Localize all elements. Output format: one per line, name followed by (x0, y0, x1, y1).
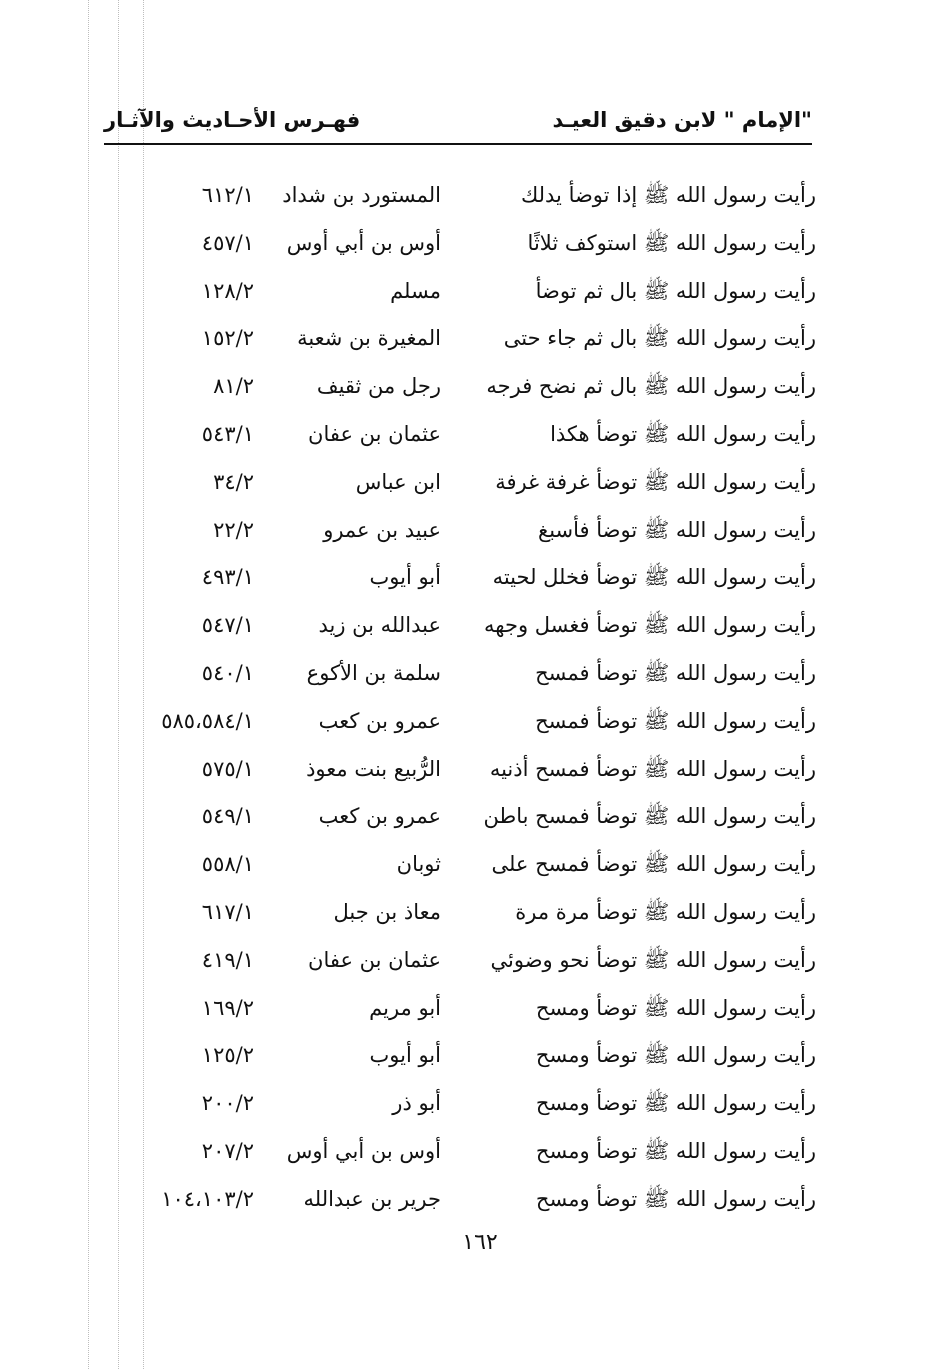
hadith-text: رأيت رسول الله ﷺ توضأ ومسح (535, 1138, 816, 1163)
scan-margin-line (88, 0, 89, 1369)
narrator: معاذ بن جبل (333, 899, 441, 924)
volume-page-ref: ٤٥٧/١ (201, 230, 254, 255)
narrator: عبدالله بن زيد (318, 613, 441, 638)
index-row (104, 411, 816, 459)
index-row (104, 220, 816, 268)
hadith-text: رأيت رسول الله ﷺ توضأ نحو وضوئي (490, 947, 816, 972)
section-title: فهـرس الأحـاديث والآثـار (104, 108, 361, 132)
volume-page-ref: ٥٥٨/١ (201, 852, 254, 877)
narrator: مسلم (390, 278, 441, 303)
volume-page-ref: ٤١٩/١ (201, 947, 254, 972)
volume-page-ref: ٨١/٢ (213, 374, 254, 399)
volume-page-ref: ٥٤٩/١ (201, 804, 254, 829)
volume-page-ref: ٤٩٣/١ (201, 565, 254, 590)
hadith-text: رأيت رسول الله ﷺ إذا توضأ يدلك (520, 183, 816, 207)
narrator: عثمان بن عفان (308, 947, 441, 972)
hadith-text: رأيت رسول الله ﷺ توضأ ومسح (535, 1186, 816, 1211)
narrator: عبيد بن عمرو (323, 517, 441, 542)
volume-page-ref: ٥٤٧/١ (201, 613, 254, 638)
hadith-text: رأيت رسول الله ﷺ توضأ فمسح على (491, 852, 816, 877)
index-row (104, 554, 816, 602)
hadith-text: رأيت رسول الله ﷺ توضأ فخلل لحيته (492, 565, 816, 590)
index-row (104, 1128, 816, 1176)
narrator: أبو ذر (392, 1091, 441, 1116)
narrator: أبو أيوب (369, 565, 441, 590)
index-row (104, 698, 816, 746)
hadith-text: رأيت رسول الله ﷺ توضأ فمسح (535, 708, 816, 733)
hadith-text: رأيت رسول الله ﷺ توضأ فمسح باطن (483, 804, 816, 829)
volume-page-ref: ١٦٩/٢ (201, 995, 254, 1020)
narrator: المغيرة بن شعبة (297, 326, 441, 351)
volume-page-ref: ٢٢/٢ (213, 517, 254, 542)
hadith-text: رأيت رسول الله ﷺ توضأ غرفة غرفة (495, 469, 816, 494)
index-row (104, 985, 816, 1033)
book-title: "الإمام " لابن دقيق العيـد (552, 108, 812, 132)
narrator: أبو أيوب (369, 1043, 441, 1068)
volume-page-ref: ٢٠٧/٢ (201, 1138, 254, 1163)
volume-page-ref: ٦١٢/١ (201, 183, 254, 207)
narrator: جرير بن عبدالله (303, 1186, 441, 1211)
volume-page-ref: ٣٤/٢ (213, 469, 254, 494)
volume-page-ref: ١٢٥/٢ (201, 1043, 254, 1068)
index-row (104, 268, 816, 316)
index-row (104, 841, 816, 889)
volume-page-ref: ٥٧٥/١ (201, 756, 254, 781)
narrator: ثوبان (396, 852, 441, 877)
hadith-text: رأيت رسول الله ﷺ توضأ هكذا (550, 421, 816, 446)
hadith-text: رأيت رسول الله ﷺ توضأ فغسل وجهه (484, 613, 816, 638)
page-header (104, 104, 812, 144)
hadith-text: رأيت رسول الله ﷺ توضأ فمسح (535, 660, 816, 685)
index-row (104, 937, 816, 985)
hadith-index-list (104, 172, 816, 1224)
hadith-text: رأيت رسول الله ﷺ توضأ ومسح (535, 995, 816, 1020)
index-row (104, 746, 816, 794)
narrator: الرُّبيع بنت معوذ (306, 756, 441, 781)
index-row (104, 1080, 816, 1128)
narrator: عثمان بن عفان (308, 421, 441, 446)
header-divider (104, 143, 812, 145)
volume-page-ref: ٦١٧/١ (201, 899, 254, 924)
hadith-text: رأيت رسول الله ﷺ توضأ ومسح (535, 1043, 816, 1068)
hadith-text: رأيت رسول الله ﷺ توضأ فمسح أذنيه (489, 756, 816, 781)
hadith-text: رأيت رسول الله ﷺ توضأ ومسح (535, 1091, 816, 1116)
index-row (104, 172, 816, 220)
narrator: عمرو بن كعب (318, 708, 441, 733)
index-row (104, 889, 816, 937)
index-row (104, 793, 816, 841)
volume-page-ref: ٥٤٠/١ (201, 660, 254, 685)
narrator: أوس بن أبي أوس (286, 1138, 441, 1163)
hadith-text: رأيت رسول الله ﷺ بال ثم نضح فرجه (486, 374, 816, 399)
hadith-text: رأيت رسول الله ﷺ توضأ مرة مرة (515, 899, 816, 924)
index-row (104, 1032, 816, 1080)
page-number: ١٦٢ (462, 1230, 498, 1255)
index-row (104, 315, 816, 363)
volume-page-ref: ٥٤٣/١ (201, 421, 254, 446)
narrator: سلمة بن الأكوع (306, 660, 441, 685)
narrator: ابن عباس (355, 469, 441, 494)
volume-page-ref: ١٠٤،١٠٣/٢ (161, 1186, 254, 1211)
hadith-text: رأيت رسول الله ﷺ بال ثم توضأ (535, 278, 816, 303)
volume-page-ref: ١٢٨/٢ (201, 278, 254, 303)
index-row (104, 363, 816, 411)
narrator: عمرو بن كعب (318, 804, 441, 829)
index-row (104, 507, 816, 555)
narrator: أبو مريم (369, 995, 441, 1020)
index-row (104, 650, 816, 698)
hadith-text: رأيت رسول الله ﷺ بال ثم جاء حتى (503, 326, 816, 351)
hadith-text: رأيت رسول الله ﷺ توضأ فأسبغ (538, 517, 816, 542)
volume-page-ref: ٥٨٥،٥٨٤/١ (161, 708, 254, 733)
narrator: رجل من ثقيف (316, 374, 441, 399)
index-row (104, 459, 816, 507)
hadith-text: رأيت رسول الله ﷺ استوكف ثلاثًا (527, 230, 816, 255)
volume-page-ref: ١٥٢/٢ (201, 326, 254, 351)
volume-page-ref: ٢٠٠/٢ (201, 1091, 254, 1116)
index-row (104, 602, 816, 650)
narrator: المستورد بن شداد (282, 183, 441, 207)
narrator: أوس بن أبي أوس (286, 230, 441, 255)
index-row (104, 1176, 816, 1224)
